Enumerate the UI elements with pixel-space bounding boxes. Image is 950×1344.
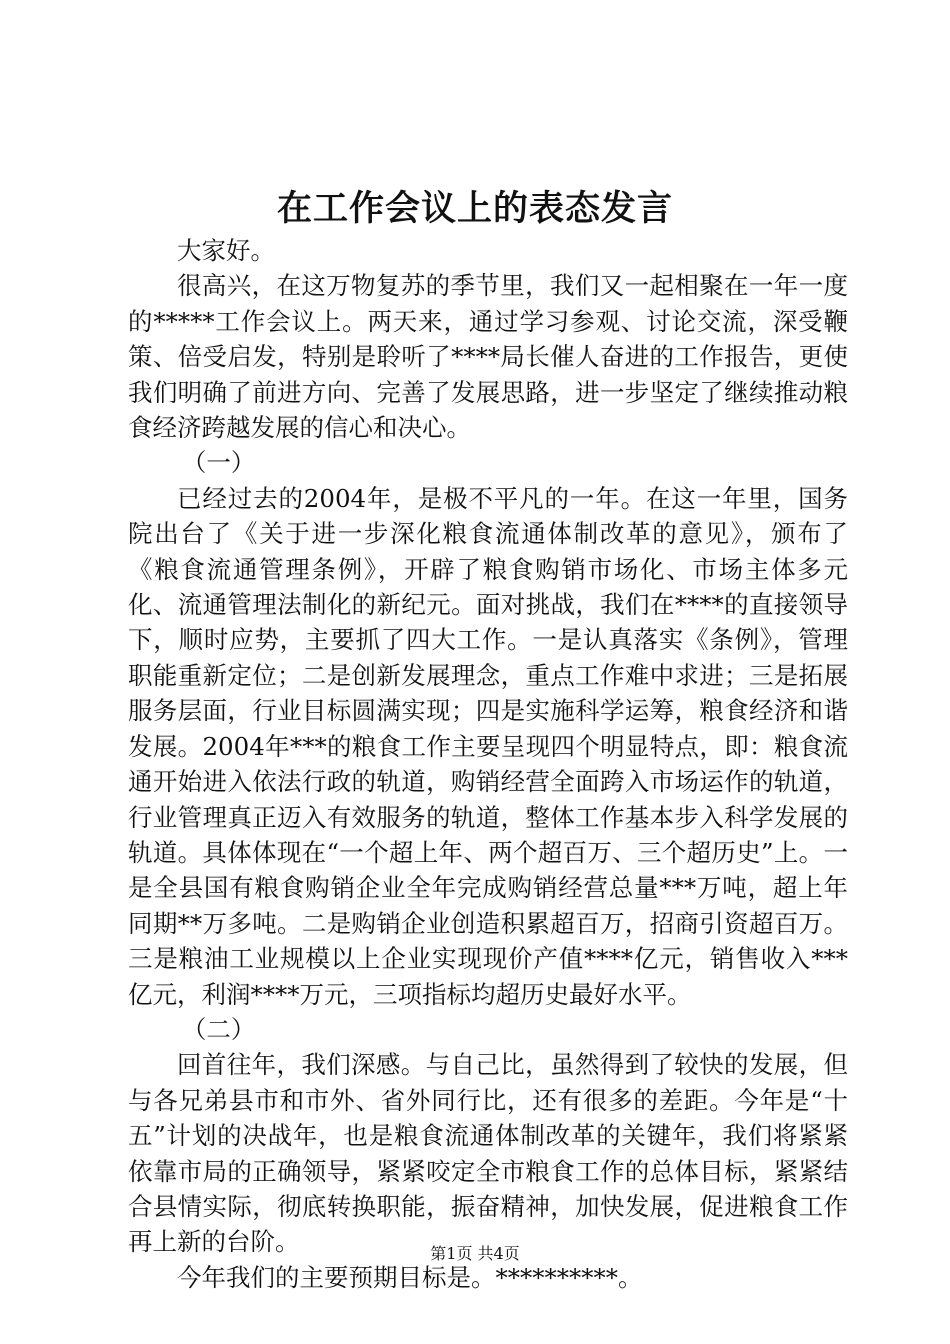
paragraph-outlook: 回首往年，我们深感。与自己比，虽然得到了较快的发展，但与各兄弟县市和市外、省外同行比，还有很多的差距。今年是“十五”计划的决战年，也是粮食流通体制改革的关键年，我们将紧紧依靠市局的正确领导，紧紧咬定全市粮食工作的总体目标，紧紧结合县情实际，彻底转换职能，振奋精神，加快发展，促进粮食工作再上新的台阶。 <box>128 1050 848 1257</box>
paragraph-review: 已经过去的2004年，是极不平凡的一年。在这一年里，国务院出台了《关于进一步深化粮食流通体制改革的意见》，颁布了《粮食流通管理条例》，开辟了粮食购销市场化、市场主体多元化、流通管理法制化的新纪元。面对挑战，我们在****的直接领导下，顺时应势，主要抓了四大工作。一是认真落实《条例》，管理职能重新定位；二是创新发展理念，重点工作难中求进；三是拓展服务层面，行业目标圆满实现；四是实施科学运筹，粮食经济和谐发展。2004年***的粮食工作主要呈现四个明显特点，即：粮食流通开始进入依法行政的轨道，购销经营全面跨入市场运作的轨道，行业管理真正迈入有效服务的轨道，整体工作基本步入科学发展的轨道。具体体现在“一个超上年、两个超百万、三个超历史”上。一是全县国有粮食购销企业全年完成购销经营总量***万吨，超上年同期**万多吨。二是购销企业创造积累超百万，招商引资超百万。三是粮油工业规模以上企业实现现价产值****亿元，销售收入***亿元，利润****万元，三项指标均超历史最好水平。 <box>128 483 848 1009</box>
paragraph-goals: 今年我们的主要预期目标是。**********。 <box>177 1262 643 1292</box>
paragraph-greeting: 大家好。 <box>177 236 275 265</box>
section-heading-2: （二） <box>181 1014 256 1044</box>
document-body <box>128 233 848 1295</box>
document-title: 在工作会议上的表态发言 <box>276 188 673 229</box>
paragraph-intro: 很高兴，在这万物复苏的季节里，我们又一起相聚在一年一度的*****工作会议上。两天来，通过学习参观、讨论交流，深受鞭策、倍受启发，特别是聆听了****局长催人奋进的工作报告，更使我们明确了前进方向、完善了发展思路，进一步坚定了继续推动粮食经济跨越发展的信心和决心。 <box>128 271 848 443</box>
section-heading-1: （一） <box>181 448 256 478</box>
page-footer: 第1页 共4页 <box>430 1244 520 1263</box>
